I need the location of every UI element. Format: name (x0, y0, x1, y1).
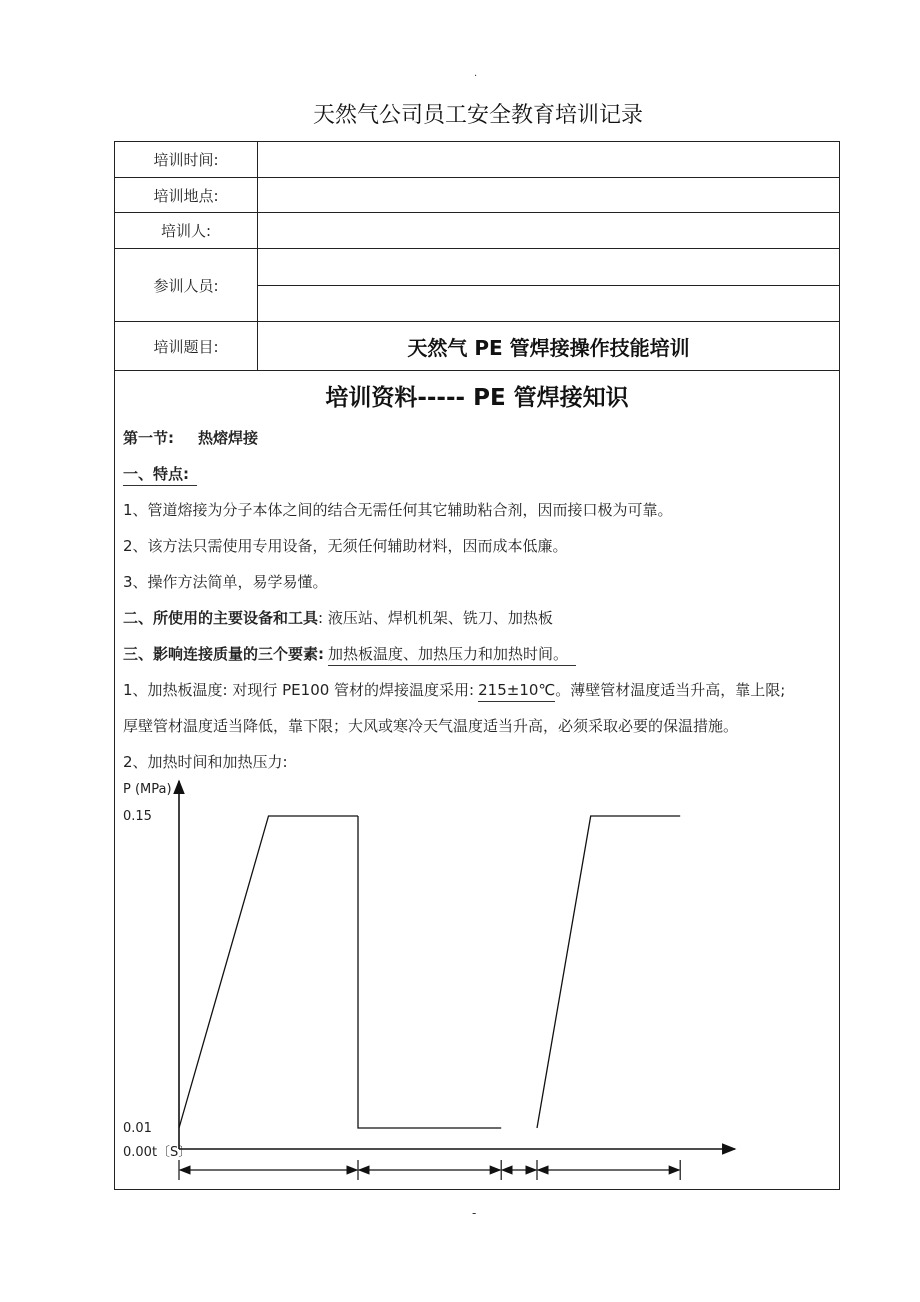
equipment-text: : 液压站、焊机机架、铣刀、加热板 (318, 609, 553, 627)
training-material (115, 371, 839, 1189)
material-heading: 培训资料----- PE 管焊接知识 (325, 385, 629, 411)
trainer-label: 培训人: (115, 213, 258, 248)
temperature-line-2: 厚壁管材温度适当降低，靠下限；大风或寒冷天气温度适当升高，必须采取必要的保温措施。 (123, 717, 739, 735)
equipment-line (123, 607, 553, 628)
features-heading: 一、特点: (123, 465, 197, 486)
y-tick-0.00: 0.00 (123, 1145, 152, 1160)
temperature-prefix: 1、加热板温度: 对现行 PE100 管材的焊接温度采用: (123, 681, 475, 699)
topic-label: 培训题目: (115, 322, 258, 370)
factors-heading: 三、影响连接质量的三个要素: (123, 645, 324, 663)
pressure-time-chart (115, 775, 841, 1191)
temperature-line (123, 679, 785, 700)
training-record-table (114, 141, 840, 1190)
pressure-stage-2-line (358, 816, 501, 1128)
section-label: 第一节: (123, 429, 174, 447)
attendees-label: 参训人员: (115, 249, 258, 321)
training-place-label: 培训地点: (115, 178, 258, 212)
page-top-mark: . (474, 68, 478, 79)
y-axis-label: P (MPa) (123, 782, 172, 797)
time-pressure-heading: 2、加热时间和加热压力: (123, 753, 288, 771)
stage-duration-arrows (179, 1160, 680, 1180)
section-title-line (123, 427, 258, 448)
document-title: 天然气公司员工安全教育培训记录 (312, 103, 643, 128)
feature-2: 2、该方法只需使用专用设备，无须任何辅助材料，因而成本低廉。 (123, 537, 568, 555)
pressure-stage-3-line (537, 816, 680, 1128)
temperature-suffix: 。薄壁管材温度适当升高，靠上限; (555, 681, 786, 699)
pressure-stage-1-line (179, 816, 358, 1128)
attendees-divider (258, 285, 839, 286)
feature-1: 1、管道熔接为分子本体之间的结合无需任何其它辅助粘合剂，因而接口极为可靠。 (123, 501, 673, 519)
trainer-field[interactable] (258, 213, 839, 248)
y-tick-0.15: 0.15 (123, 809, 152, 824)
equipment-heading: 二、所使用的主要设备和工具 (123, 609, 319, 627)
section-name: 热熔焊接 (198, 429, 259, 447)
training-time-field[interactable] (258, 142, 839, 177)
row-topic (115, 322, 839, 371)
feature-3: 3、操作方法简单，易学易懂。 (123, 573, 328, 591)
topic-value: 天然气 PE 管焊接操作技能培训 (407, 335, 690, 360)
row-attendees (115, 249, 839, 322)
factors-text: 加热板温度、加热压力和加热时间。 (328, 645, 576, 666)
training-time-label: 培训时间: (115, 142, 258, 177)
row-training-place (115, 178, 839, 213)
y-tick-0.00-and-x-label (123, 1145, 191, 1160)
features-heading-line (123, 463, 197, 484)
training-place-field[interactable] (258, 178, 839, 212)
temperature-value: 215±10℃ (478, 681, 555, 702)
x-axis-label: t〔S〕 (151, 1145, 192, 1160)
factors-line (123, 643, 576, 664)
row-trainer (115, 213, 839, 249)
page-bottom-mark: - (472, 1206, 477, 1220)
row-training-time (115, 142, 839, 178)
y-tick-0.01: 0.01 (123, 1121, 152, 1136)
